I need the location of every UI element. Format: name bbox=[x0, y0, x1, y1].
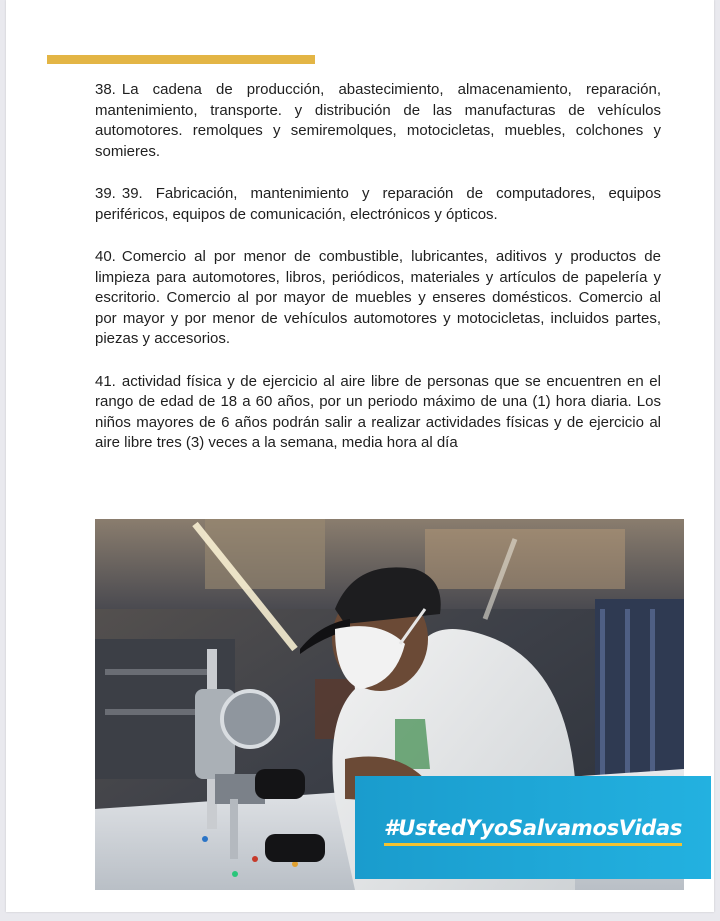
article-list bbox=[95, 80, 661, 476]
item-number: 39. bbox=[95, 185, 116, 202]
list-item bbox=[95, 80, 661, 162]
document-page bbox=[6, 0, 714, 912]
list-item bbox=[95, 184, 661, 225]
list-item bbox=[95, 247, 661, 350]
list-item bbox=[95, 372, 661, 454]
item-number: 41. bbox=[95, 372, 116, 390]
hashtag-text: #UstedYyoSalvamosVidas bbox=[383, 815, 683, 840]
item-text: actividad física y de ejercicio al aire libre de personas que se encuentren en el rango de edad de 18 a 60 años, por un periodo máximo de una (1) hora diaria. Los niños mayores de 6 años podrán salir a realizar actividades físicas y de ejercicio al aire libre tres (3) veces a la semana, media hora al día bbox=[95, 372, 661, 451]
item-text: 39. Fabricación, mantenimiento y reparación de computadores, equipos periféricos, equipos de comunicación, electrónicos y ópticos. bbox=[95, 185, 661, 223]
accent-bar bbox=[47, 55, 315, 64]
item-number: 38. bbox=[95, 81, 116, 98]
item-number: 40. bbox=[95, 248, 116, 265]
hashtag-underline bbox=[384, 843, 682, 846]
item-text: La cadena de producción, abastecimiento, almacenamiento, reparación, mantenimiento, transporte. y distribución de las manufacturas de vehículos automotores. remolques y semiremolques, motocicletas, muebles, colchones y somieres. bbox=[95, 81, 661, 160]
item-text: Comercio al por menor de combustible, lubricantes, aditivos y productos de limpieza para automotores, libros, periódicos, materiales y artículos de papelería y escritorio. Comercio al por mayor de muebles y enseres domésticos. Comercio al por mayor y por menor de vehículos automotores y motocicletas, incluidos partes, piezas y accesorios. bbox=[95, 248, 661, 347]
hashtag-banner bbox=[355, 776, 711, 879]
